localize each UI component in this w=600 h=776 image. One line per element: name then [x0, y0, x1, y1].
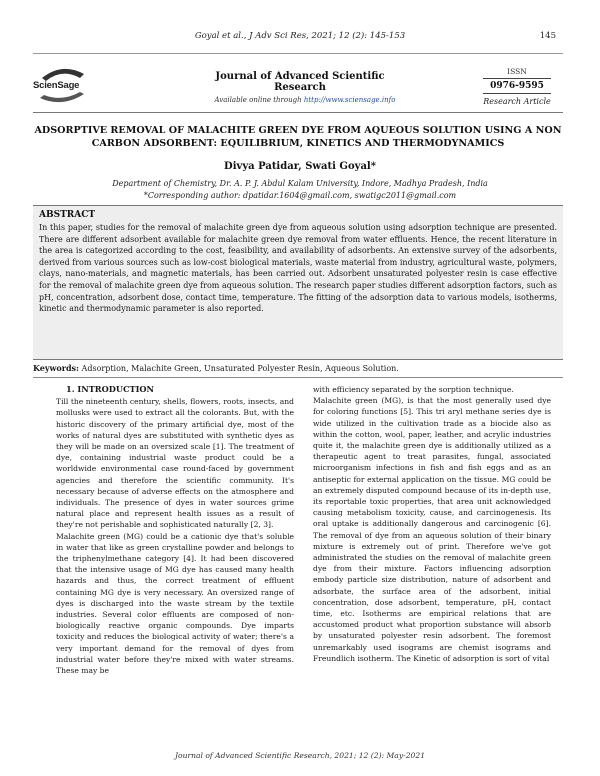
keywords-line — [33, 363, 563, 373]
issn-block — [483, 67, 551, 96]
authors: Divya Patidar, Swati Goyal* — [224, 161, 376, 172]
paragraph: Malachite green (MG) could be a cationic dye that's soluble in water that like as green crystalline powder and belongs to the triphenylmethane category [4]. It had been discovered that the intensive usage of MG dye has caused many health hazards and thus, the correct treatment of effluent containing MG dye is very necessary. An oversized range of dyes is discharged into the waste stream by the textile industries. Several color effluents are composed of non-biologically reactive organic compounds. Dye imparts toxicity and reduces the biological activity of water; there's a very important demand for the removal of dyes from industrial water before they're mixed with water streams. These may be — [56, 531, 294, 676]
issn-number: 0976-9595 — [490, 81, 544, 91]
issn-label: ISSN — [507, 67, 527, 76]
running-header-citation: Goyal et al., J Adv Sci Res, 2021; 12 (2): 145-153 — [194, 31, 406, 41]
abstract-box — [33, 205, 563, 360]
issn-rule-bottom — [483, 93, 551, 94]
journal-url-link[interactable]: http://www.sciensage.info — [303, 96, 396, 104]
article-type: Research Article — [483, 97, 551, 106]
keywords-text: Adsorption, Malachite Green, Unsaturated Polyester Resin, Aqueous Solution. — [79, 364, 399, 373]
availability-line — [190, 96, 420, 104]
header-rule — [33, 53, 563, 54]
paragraph: Till the nineteenth century, shells, flowers, roots, insects, and mollusks were used to extract all the colorants. But, with the historic discovery of the primary artificial dye, most of the works of natural dyes are substituted with synthetic dyes as they will be made on an oversized scale [1]. The treatment of dye, containing industrial waste product could be a worldwide environmental case round-faced by government agencies and therefore the scientific community. It's necessary because of adverse effects on the atmosphere and individuals. The presence of dyes in water sources grime natural place and represent health issues as a result of they're not perishable and sophisticated naturally [2, 3]. — [56, 397, 294, 530]
abstract-heading: ABSTRACT — [39, 210, 96, 220]
paragraph: Malachite green (MG), is that the most generally used dye for coloring functions [5]. This tri aryl methane series dye is wide utilized in the cultivation trade as a biocide also as within the cotton, wool, paper, leather, and acrylic industries quite it, the malachite green dye is additionally utilized as a therapeutic agent to treat parasites, fungal, associated microorganism infections in fish and fish eggs and as an antiseptic for external application on the tissue. MG could be an extremely disputed compound because of its in-depth use, its reportable toxic properties, that area unit acknowledged causing metabolism toxicity, cause, and carcinogenesis. Its oral uptake is additionally dangerous and carcinogenic [6]. The removal of dye from an aqueous solution of their binary mixture is extremely out of print. Therefore we've got administrated the studies on the removal of malachite green dye from their mixture. Factors influencing adsorption embody particle size distribution, nature of adsorbent and adsorbate, the surface area of the adsorbent, initial concentration, dose adsorbent, temperature, pH, contact time, etc. Isotherms are empirical relations that are accustomed product what proportion substance will absorb by unsaturated polyester resin adsorbent. The foremost unremarkably used isograms are chemist isograms and Freundlich isotherm. The Kinetic of adsorption is sort of vital — [313, 396, 551, 663]
keywords-label: Keywords: — [33, 363, 80, 373]
section-heading-introduction: 1. INTRODUCTION — [66, 384, 155, 394]
article-title: ADSORPTIVE REMOVAL OF MALACHITE GREEN DYE FROM AQUEOUS SOLUTION USING A NON CARBON ADSORBENT: EQUILIBRIUM, KINETICS AND THERMODYNAMICS — [34, 125, 562, 149]
masthead-rule — [33, 112, 563, 113]
affiliation: Department of Chemistry, Dr. A. P. J. Abdul Kalam University, Indore, Madhya Pradesh, India — [112, 179, 488, 188]
journal-title: Journal of Advanced Scientific Research — [215, 71, 385, 93]
page-number: 145 — [539, 31, 556, 41]
availability-prefix: Available online through — [214, 96, 304, 104]
abstract-text: In this paper, studies for the removal of malachite green dye from aqueous solution using adsorption technique are presented. There are different adsorbent available for malachite green dye removal from water effluents. Hence, the recent literature in the area is categorized according to the cost, feasibility, and availability of adsorbents. An extensive survey of the adsorbents, derived from various sources such as low-cost biological materials, waste material from industry, agricultural waste, polymers, clays, nano-materials, and magnetic materials, has been carried out. Adsorbent unsaturated polyester resin is case effective for the removal of malachite green dye from aqueous solution. The research paper studies different adsorption factors, such as pH, concentration, adsorbent dose, contact time, temperature. The fitting of the adsorption data to various models, isotherms, kinetic and thermodynamic parameter is also reported. — [39, 223, 557, 314]
keywords-rule — [33, 377, 563, 378]
corresponding-author: *Corresponding author: dpatidar.1604@gmail.com, swatigc2011@gmail.com — [143, 191, 457, 200]
right-column — [313, 384, 551, 664]
logo-text: ScienSage — [33, 80, 80, 91]
paragraph: with efficiency separated by the sorption technique. — [313, 385, 514, 394]
issn-rule — [483, 78, 551, 79]
page-footer: Journal of Advanced Scientific Research, 2021; 12 (2): May-2021 — [174, 751, 426, 760]
left-column — [56, 384, 294, 676]
